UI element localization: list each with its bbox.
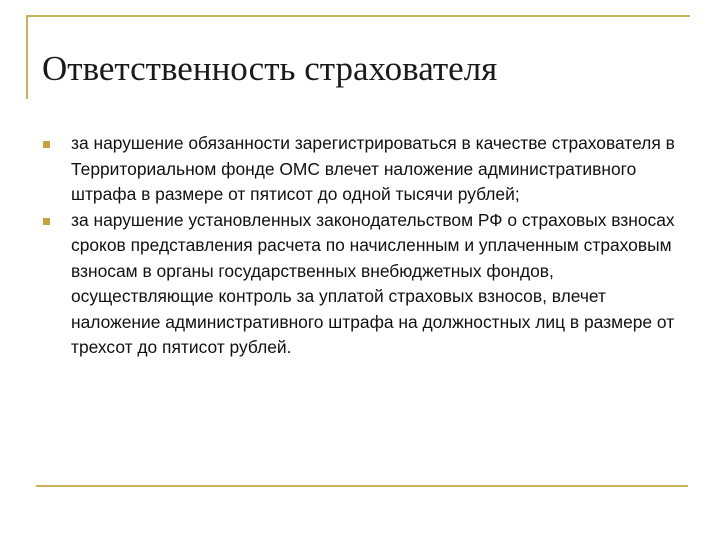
bottom-frame-line: [36, 485, 688, 487]
bullet-list: [43, 131, 683, 361]
square-bullet-icon: [43, 218, 50, 225]
square-bullet-icon: [43, 141, 50, 148]
bullet-item: [43, 208, 683, 361]
slide-title: Ответственность страхователя: [42, 49, 498, 88]
bullet-item: [43, 131, 683, 208]
bullet-text: за нарушение обязанности зарегистрироваться в качестве страхователя в Территориальном фонде ОМС влечет наложение административного штрафа в размере от пятисот до одной тысячи рублей;: [71, 133, 675, 204]
left-frame-line: [26, 15, 28, 99]
top-frame-line: [26, 15, 690, 17]
bullet-text: за нарушение установленных законодательством РФ о страховых взносах сроков представления расчета по начисленным и уплаченным страховым взносам в органы государственных внебюджетных фондов, осуществляющие контроль за уплатой страховых взносов, влечет наложение административного штрафа на должностных лиц в размере от трехсот до пятисот рублей.: [71, 209, 675, 357]
